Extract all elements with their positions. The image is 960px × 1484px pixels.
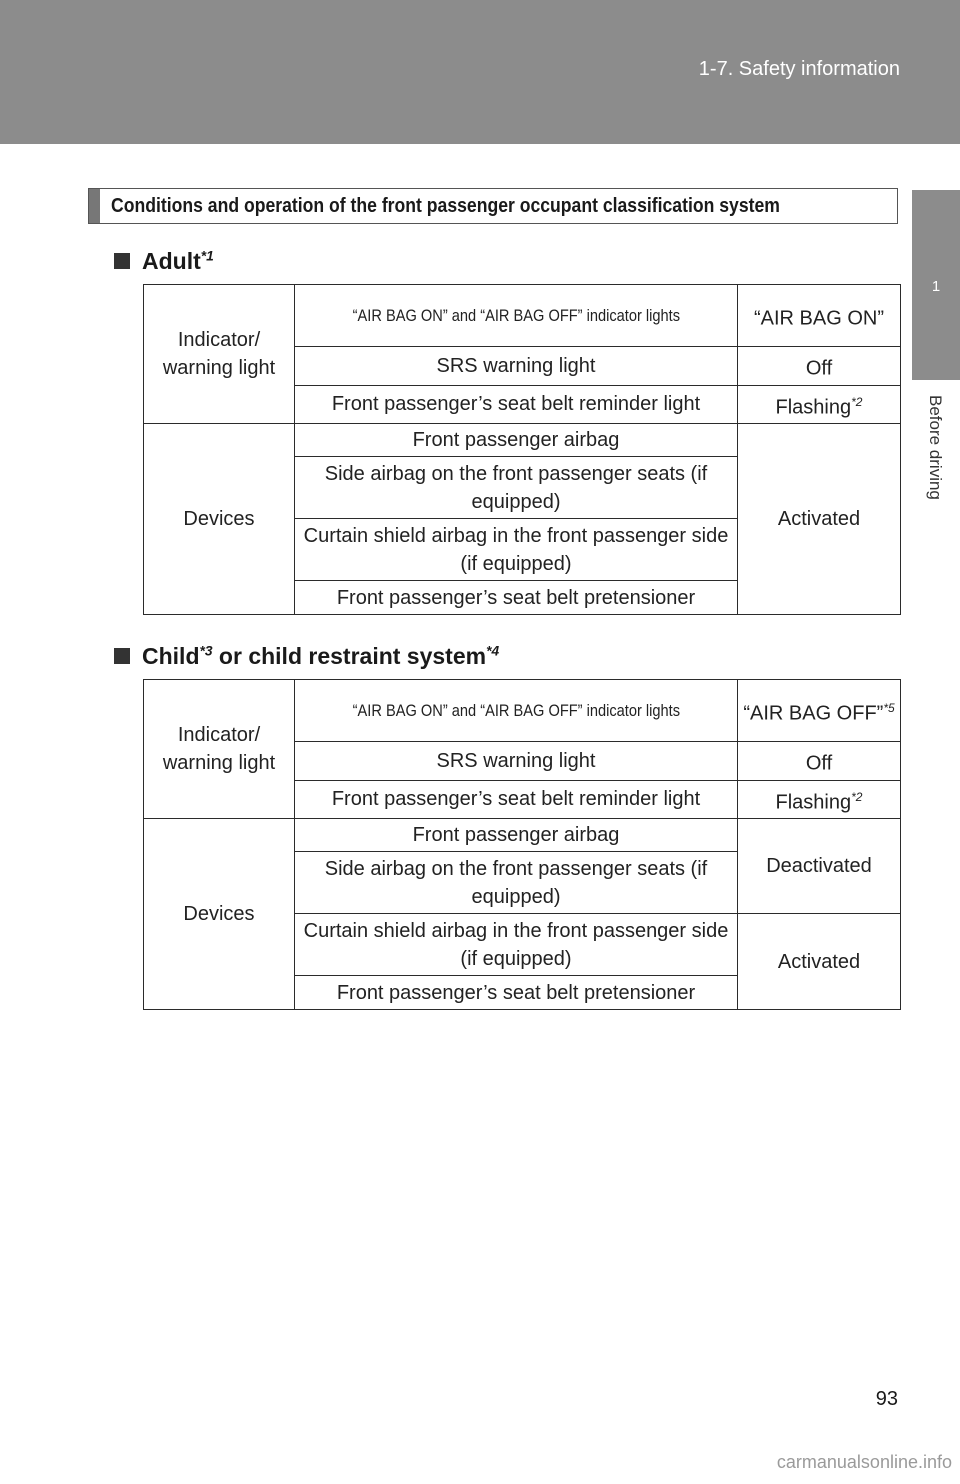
- watermark: carmanualsonline.info: [776, 1452, 952, 1472]
- indicator-label: Indicator/ warning light: [144, 680, 295, 819]
- table-cell-state: “AIR BAG OFF”$^{*5}$: [738, 680, 901, 742]
- chapter-label: Before driving: [926, 395, 945, 500]
- child-table: [143, 679, 901, 1010]
- table-cell-state: Flashing$^{*2}$: [738, 385, 901, 424]
- adult-table: [143, 284, 901, 615]
- devices-label: Devices: [144, 819, 295, 1010]
- chapter-number: 1: [931, 278, 941, 295]
- table-cell-item: “AIR BAG ON” and “AIR BAG OFF” indicator lights: [295, 680, 738, 742]
- table-cell-device: Curtain shield airbag in the front passenger side (if equipped): [295, 914, 738, 976]
- table-cell-device: Front passenger’s seat belt pretensioner: [295, 976, 738, 1010]
- table-cell-state: Off: [738, 347, 901, 386]
- child-heading: Child$^{*3}$ or child restraint system$^{*4}$: [114, 643, 499, 670]
- table-cell-state: Off: [738, 742, 901, 781]
- table-cell-device: Front passenger airbag: [295, 819, 738, 852]
- condition-title-box: [88, 188, 898, 224]
- title-accent-bar: [89, 189, 100, 223]
- table-cell-state: Deactivated: [738, 819, 901, 914]
- page-number: 93: [875, 1388, 898, 1410]
- table-cell-state: “AIR BAG ON”: [738, 285, 901, 347]
- chapter-tab[interactable]: [912, 190, 960, 380]
- adult-heading: Adult$^{*1}$: [114, 248, 214, 275]
- square-bullet-icon: [114, 253, 130, 269]
- condition-title: Conditions and operation of the front passenger occupant classification system: [111, 194, 780, 217]
- table-cell-item: Front passenger’s seat belt reminder light: [295, 780, 738, 819]
- indicator-label: Indicator/ warning light: [144, 285, 295, 424]
- table-cell-state: Flashing$^{*2}$: [738, 780, 901, 819]
- footnote-marker: *1: [200, 248, 214, 264]
- table-cell-device: Front passenger’s seat belt pretensioner: [295, 581, 738, 615]
- table-cell-item: Front passenger’s seat belt reminder light: [295, 385, 738, 424]
- table-cell-device: Side airbag on the front passenger seats (if equipped): [295, 852, 738, 914]
- table-cell-device: Front passenger airbag: [295, 424, 738, 457]
- table-cell-item: SRS warning light: [295, 742, 738, 781]
- table-cell-item: SRS warning light: [295, 347, 738, 386]
- table-cell-item: “AIR BAG ON” and “AIR BAG OFF” indicator lights: [295, 285, 738, 347]
- section-title: 1-7. Safety information: [698, 58, 900, 80]
- table-cell-device: Side airbag on the front passenger seats (if equipped): [295, 457, 738, 519]
- table-cell-state: Activated: [738, 914, 901, 1010]
- table-cell-state: Activated: [738, 424, 901, 615]
- table-cell-device: Curtain shield airbag in the front passenger side (if equipped): [295, 519, 738, 581]
- devices-label: Devices: [144, 424, 295, 615]
- square-bullet-icon: [114, 648, 130, 664]
